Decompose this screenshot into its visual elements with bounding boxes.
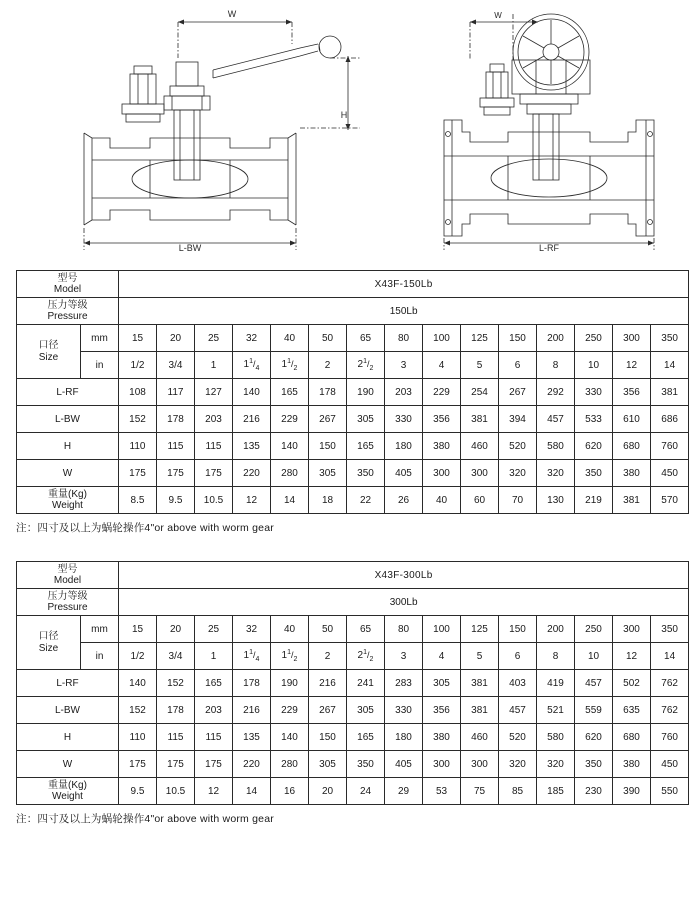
data-cell: 203 — [195, 697, 233, 724]
size-label: 口径 Size — [17, 616, 81, 670]
data-cell: 521 — [537, 697, 575, 724]
data-cell: 381 — [651, 379, 689, 406]
data-cell: 320 — [499, 751, 537, 778]
data-cell: 620 — [575, 433, 613, 460]
table-row-w — [17, 460, 689, 487]
row-label: W — [17, 460, 119, 487]
data-cell: 267 — [309, 697, 347, 724]
data-cell: 460 — [461, 433, 499, 460]
pressure-value: 150Lb — [119, 298, 689, 325]
size-in-cell: 8 — [537, 643, 575, 670]
data-cell: 203 — [385, 379, 423, 406]
size-in-cell: 12 — [613, 352, 651, 379]
row-label: L-RF — [17, 670, 119, 697]
svg-text:H: H — [340, 110, 348, 120]
size-in-cell: 8 — [537, 352, 575, 379]
table-row-lrf — [17, 379, 689, 406]
row-label: L-BW — [17, 406, 119, 433]
data-cell: 18 — [309, 487, 347, 514]
size-in-cell: 2 — [309, 643, 347, 670]
table-row-weight — [17, 487, 689, 514]
data-cell: 380 — [423, 433, 461, 460]
size-mm-cell: 65 — [347, 325, 385, 352]
data-cell: 229 — [271, 406, 309, 433]
unit-mm: mm — [81, 325, 119, 352]
size-mm-cell: 350 — [651, 325, 689, 352]
table-row-lrf — [17, 670, 689, 697]
data-cell: 300 — [461, 460, 499, 487]
pressure-label: 压力等级 Pressure — [17, 589, 119, 616]
svg-text:W: W — [227, 9, 237, 19]
data-cell: 267 — [499, 379, 537, 406]
size-in-cell: 1/2 — [119, 643, 157, 670]
size-in-cell: 14 — [651, 643, 689, 670]
data-cell: 175 — [195, 460, 233, 487]
size-mm-cell: 250 — [575, 616, 613, 643]
data-cell: 219 — [575, 487, 613, 514]
size-mm-cell: 250 — [575, 325, 613, 352]
data-cell: 175 — [195, 751, 233, 778]
data-cell: 305 — [309, 751, 347, 778]
data-cell: 229 — [271, 697, 309, 724]
data-cell: 305 — [309, 460, 347, 487]
size-mm-cell: 15 — [119, 325, 157, 352]
data-cell: 108 — [119, 379, 157, 406]
data-cell: 140 — [271, 433, 309, 460]
size-mm-cell: 65 — [347, 616, 385, 643]
data-cell: 405 — [385, 460, 423, 487]
size-in-cell: 5 — [461, 352, 499, 379]
data-cell: 115 — [195, 433, 233, 460]
data-cell: 185 — [537, 778, 575, 805]
data-cell: 380 — [613, 751, 651, 778]
data-cell: 760 — [651, 433, 689, 460]
data-cell: 520 — [499, 724, 537, 751]
table-row-model — [17, 271, 689, 298]
data-cell: 305 — [423, 670, 461, 697]
size-mm-cell: 32 — [233, 616, 271, 643]
data-cell: 686 — [651, 406, 689, 433]
data-cell: 762 — [651, 697, 689, 724]
data-cell: 457 — [575, 670, 613, 697]
data-cell: 140 — [119, 670, 157, 697]
size-mm-cell: 20 — [157, 325, 195, 352]
pressure-label: 压力等级 Pressure — [17, 298, 119, 325]
data-cell: 178 — [157, 697, 195, 724]
data-cell: 216 — [233, 406, 271, 433]
data-cell: 135 — [233, 724, 271, 751]
data-cell: 350 — [347, 460, 385, 487]
row-label: H — [17, 724, 119, 751]
data-cell: 305 — [347, 406, 385, 433]
data-cell: 152 — [119, 406, 157, 433]
size-in-cell: 6 — [499, 643, 537, 670]
section-gap — [0, 535, 698, 561]
data-cell: 203 — [195, 406, 233, 433]
table-row-size-in — [17, 352, 689, 379]
data-cell: 419 — [537, 670, 575, 697]
data-cell: 152 — [119, 697, 157, 724]
table-row-h — [17, 433, 689, 460]
data-cell: 305 — [347, 697, 385, 724]
svg-text:L-BW: L-BW — [178, 243, 202, 253]
data-cell: 175 — [119, 460, 157, 487]
size-in-cell: 2 — [309, 352, 347, 379]
data-cell: 680 — [613, 433, 651, 460]
data-cell: 381 — [461, 670, 499, 697]
data-cell: 283 — [385, 670, 423, 697]
size-mm-cell: 80 — [385, 325, 423, 352]
data-cell: 24 — [347, 778, 385, 805]
data-cell: 117 — [157, 379, 195, 406]
data-cell: 9.5 — [157, 487, 195, 514]
data-cell: 254 — [461, 379, 499, 406]
data-cell: 178 — [309, 379, 347, 406]
size-mm-cell: 40 — [271, 616, 309, 643]
spec-block-300lb — [16, 561, 682, 805]
table-row-size-mm — [17, 325, 689, 352]
data-cell: 180 — [385, 433, 423, 460]
data-cell: 135 — [233, 433, 271, 460]
data-cell: 165 — [347, 724, 385, 751]
data-cell: 12 — [195, 778, 233, 805]
data-cell: 381 — [461, 406, 499, 433]
data-cell: 115 — [195, 724, 233, 751]
row-label: H — [17, 433, 119, 460]
data-cell: 280 — [271, 460, 309, 487]
size-mm-cell: 150 — [499, 616, 537, 643]
data-cell: 10.5 — [195, 487, 233, 514]
svg-text:W: W — [494, 11, 502, 20]
size-mm-cell: 150 — [499, 325, 537, 352]
data-cell: 267 — [309, 406, 347, 433]
spec-table-150lb — [16, 270, 689, 514]
data-cell: 152 — [157, 670, 195, 697]
table-row-h — [17, 724, 689, 751]
data-cell: 356 — [423, 406, 461, 433]
data-cell: 533 — [575, 406, 613, 433]
data-cell: 130 — [537, 487, 575, 514]
data-cell: 20 — [309, 778, 347, 805]
data-cell: 405 — [385, 751, 423, 778]
size-mm-cell: 125 — [461, 325, 499, 352]
size-in-cell: $1^1/_4$ — [233, 643, 271, 670]
data-cell: 320 — [537, 751, 575, 778]
unit-in: in — [81, 352, 119, 379]
data-cell: 150 — [309, 433, 347, 460]
size-in-cell: $2^1/_2$ — [347, 643, 385, 670]
size-mm-cell: 350 — [651, 616, 689, 643]
data-cell: 300 — [423, 460, 461, 487]
table-note-150lb: 注：四寸及以上为蜗轮操作4"or above with worm gear — [16, 522, 274, 534]
svg-text:L-RF: L-RF — [539, 243, 559, 253]
data-cell: 450 — [651, 751, 689, 778]
model-value: X43F-150Lb — [119, 271, 689, 298]
data-cell: 70 — [499, 487, 537, 514]
data-cell: 762 — [651, 670, 689, 697]
data-cell: 610 — [613, 406, 651, 433]
size-in-cell: 3/4 — [157, 352, 195, 379]
data-cell: 350 — [575, 460, 613, 487]
data-cell: 14 — [271, 487, 309, 514]
data-cell: 356 — [423, 697, 461, 724]
data-cell: 8.5 — [119, 487, 157, 514]
size-mm-cell: 300 — [613, 325, 651, 352]
model-value: X43F-300Lb — [119, 562, 689, 589]
data-cell: 570 — [651, 487, 689, 514]
data-cell: 350 — [347, 751, 385, 778]
table-row-model — [17, 562, 689, 589]
size-mm-cell: 50 — [309, 325, 347, 352]
data-cell: 680 — [613, 724, 651, 751]
data-cell: 127 — [195, 379, 233, 406]
data-cell: 394 — [499, 406, 537, 433]
size-mm-cell: 200 — [537, 325, 575, 352]
weight-label: 重量(Kg) Weight — [17, 487, 119, 514]
size-mm-cell: 25 — [195, 616, 233, 643]
valve-drawings — [0, 0, 698, 270]
data-cell: 620 — [575, 724, 613, 751]
size-in-cell: 1 — [195, 643, 233, 670]
data-cell: 320 — [499, 460, 537, 487]
data-cell: 110 — [119, 724, 157, 751]
size-mm-cell: 32 — [233, 325, 271, 352]
table-row-lbw — [17, 406, 689, 433]
data-cell: 502 — [613, 670, 651, 697]
data-cell: 178 — [157, 406, 195, 433]
size-mm-cell: 100 — [423, 616, 461, 643]
data-cell: 175 — [157, 460, 195, 487]
data-cell: 85 — [499, 778, 537, 805]
data-cell: 403 — [499, 670, 537, 697]
data-cell: 330 — [385, 697, 423, 724]
data-cell: 165 — [347, 433, 385, 460]
data-cell: 381 — [613, 487, 651, 514]
size-mm-cell: 20 — [157, 616, 195, 643]
size-mm-cell: 80 — [385, 616, 423, 643]
row-label: L-RF — [17, 379, 119, 406]
data-cell: 635 — [613, 697, 651, 724]
size-in-cell: 3 — [385, 352, 423, 379]
data-cell: 300 — [423, 751, 461, 778]
data-cell: 12 — [233, 487, 271, 514]
table-row-pressure — [17, 298, 689, 325]
size-in-cell: 4 — [423, 643, 461, 670]
weight-label: 重量(Kg) Weight — [17, 778, 119, 805]
data-cell: 330 — [575, 379, 613, 406]
data-cell: 29 — [385, 778, 423, 805]
data-cell: 175 — [119, 751, 157, 778]
data-cell: 150 — [309, 724, 347, 751]
data-cell: 460 — [461, 724, 499, 751]
spec-block-150lb — [16, 270, 682, 514]
data-cell: 457 — [499, 697, 537, 724]
data-cell: 175 — [157, 751, 195, 778]
size-in-cell: $1^1/_2$ — [271, 643, 309, 670]
data-cell: 190 — [271, 670, 309, 697]
data-cell: 110 — [119, 433, 157, 460]
data-cell: 216 — [309, 670, 347, 697]
table-row-size-in — [17, 643, 689, 670]
size-in-cell: 3 — [385, 643, 423, 670]
data-cell: 229 — [423, 379, 461, 406]
table-row-size-mm — [17, 616, 689, 643]
size-in-cell: $1^1/_4$ — [233, 352, 271, 379]
data-cell: 216 — [233, 697, 271, 724]
size-mm-cell: 15 — [119, 616, 157, 643]
unit-mm: mm — [81, 616, 119, 643]
model-label: 型号 Model — [17, 562, 119, 589]
model-label: 型号 Model — [17, 271, 119, 298]
data-cell: 450 — [651, 460, 689, 487]
size-mm-cell: 50 — [309, 616, 347, 643]
data-cell: 26 — [385, 487, 423, 514]
pressure-value: 300Lb — [119, 589, 689, 616]
data-cell: 300 — [461, 751, 499, 778]
row-label: W — [17, 751, 119, 778]
data-cell: 580 — [537, 433, 575, 460]
data-cell: 115 — [157, 724, 195, 751]
unit-in: in — [81, 643, 119, 670]
data-cell: 550 — [651, 778, 689, 805]
data-cell: 320 — [537, 460, 575, 487]
data-cell: 241 — [347, 670, 385, 697]
size-in-cell: 14 — [651, 352, 689, 379]
data-cell: 350 — [575, 751, 613, 778]
data-cell: 140 — [233, 379, 271, 406]
data-cell: 457 — [537, 406, 575, 433]
table-row-pressure — [17, 589, 689, 616]
data-cell: 165 — [271, 379, 309, 406]
size-in-cell: 1/2 — [119, 352, 157, 379]
data-cell: 60 — [461, 487, 499, 514]
data-cell: 40 — [423, 487, 461, 514]
table-row-w — [17, 751, 689, 778]
data-cell: 356 — [613, 379, 651, 406]
data-cell: 115 — [157, 433, 195, 460]
size-in-cell: 5 — [461, 643, 499, 670]
data-cell: 760 — [651, 724, 689, 751]
size-mm-cell: 40 — [271, 325, 309, 352]
data-cell: 230 — [575, 778, 613, 805]
data-cell: 10.5 — [157, 778, 195, 805]
data-cell: 280 — [271, 751, 309, 778]
size-in-cell: $2^1/_2$ — [347, 352, 385, 379]
data-cell: 22 — [347, 487, 385, 514]
size-mm-cell: 100 — [423, 325, 461, 352]
data-cell: 559 — [575, 697, 613, 724]
spec-table-300lb — [16, 561, 689, 805]
size-mm-cell: 125 — [461, 616, 499, 643]
table-row-lbw — [17, 697, 689, 724]
valve-drawing-svg — [0, 0, 698, 270]
data-cell: 16 — [271, 778, 309, 805]
size-label: 口径 Size — [17, 325, 81, 379]
size-in-cell: 6 — [499, 352, 537, 379]
data-cell: 220 — [233, 751, 271, 778]
data-cell: 381 — [461, 697, 499, 724]
data-cell: 580 — [537, 724, 575, 751]
size-in-cell: 12 — [613, 643, 651, 670]
size-mm-cell: 25 — [195, 325, 233, 352]
size-in-cell: 1 — [195, 352, 233, 379]
data-cell: 178 — [233, 670, 271, 697]
data-cell: 9.5 — [119, 778, 157, 805]
data-cell: 292 — [537, 379, 575, 406]
data-cell: 180 — [385, 724, 423, 751]
size-mm-cell: 200 — [537, 616, 575, 643]
size-in-cell: 4 — [423, 352, 461, 379]
size-in-cell: 3/4 — [157, 643, 195, 670]
data-cell: 390 — [613, 778, 651, 805]
data-cell: 75 — [461, 778, 499, 805]
data-cell: 520 — [499, 433, 537, 460]
data-cell: 165 — [195, 670, 233, 697]
data-cell: 140 — [271, 724, 309, 751]
table-note-300lb: 注：四寸及以上为蜗轮操作4"or above with worm gear — [16, 813, 274, 825]
data-cell: 220 — [233, 460, 271, 487]
data-cell: 190 — [347, 379, 385, 406]
size-in-cell: $1^1/_2$ — [271, 352, 309, 379]
data-cell: 14 — [233, 778, 271, 805]
size-in-cell: 10 — [575, 643, 613, 670]
table-row-weight — [17, 778, 689, 805]
data-cell: 53 — [423, 778, 461, 805]
size-in-cell: 10 — [575, 352, 613, 379]
row-label: L-BW — [17, 697, 119, 724]
data-cell: 330 — [385, 406, 423, 433]
size-mm-cell: 300 — [613, 616, 651, 643]
data-cell: 380 — [423, 724, 461, 751]
data-cell: 380 — [613, 460, 651, 487]
